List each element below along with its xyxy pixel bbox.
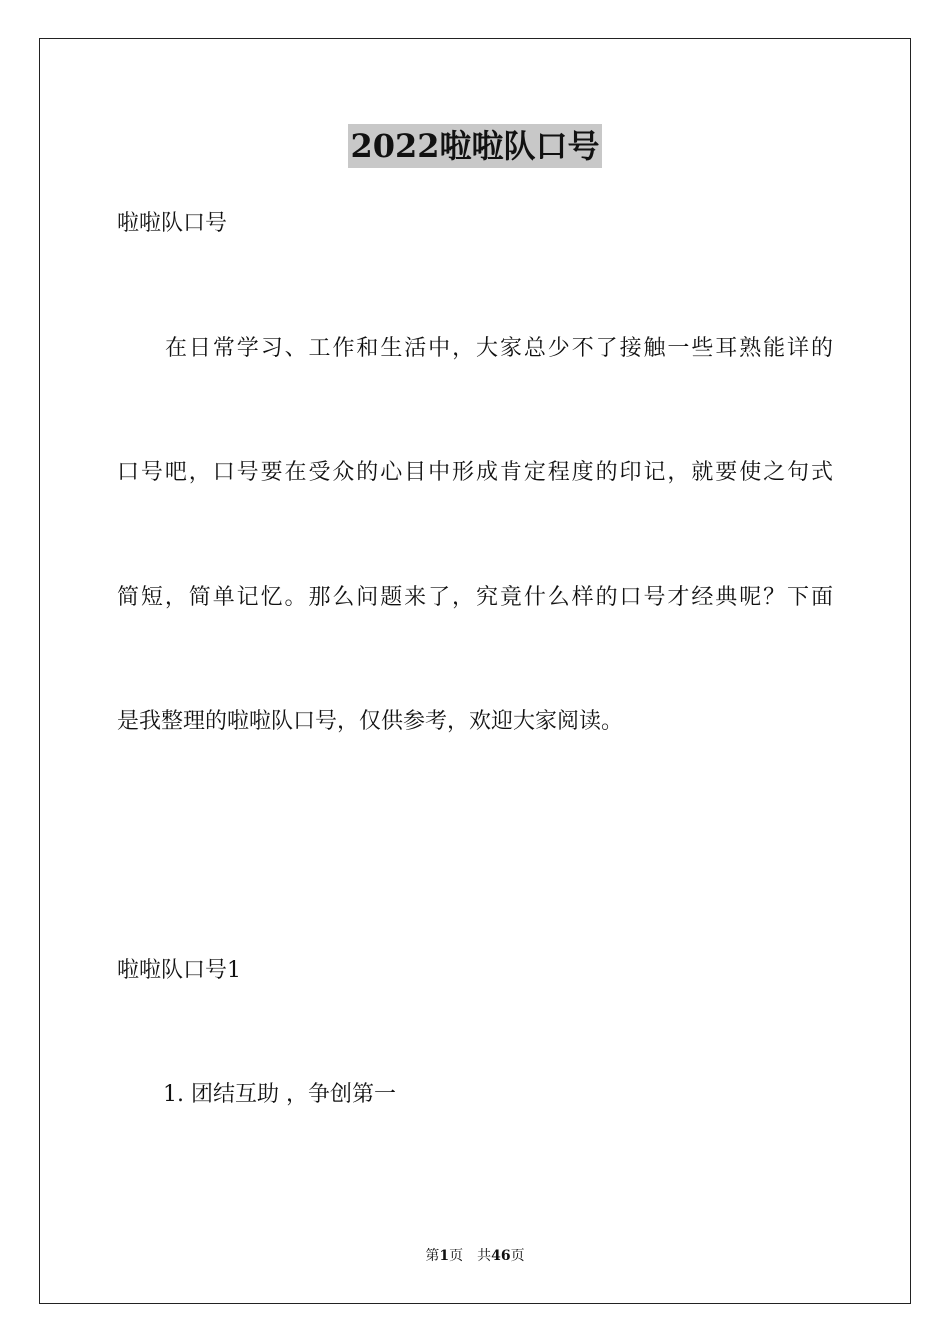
document-title-text: 2022啦啦队口号 [348,124,601,168]
document-title [0,124,950,168]
footer-total-pages: 46 [491,1248,511,1264]
section-heading: 啦啦队口号1 [117,958,241,983]
document-subtitle: 啦啦队口号 [117,211,228,236]
page-footer [0,1246,950,1266]
footer-page-number: 1 [439,1248,450,1264]
intro-line-3: 简短，简单记忆。那么问题来了，究竟什么样的口号才经典呢？下面 [117,585,833,610]
footer-total-prefix: 共 [477,1248,492,1264]
intro-line-1: 在日常学习、工作和生活中，大家总少不了接触一些耳熟能详的 [165,336,833,361]
intro-line-4: 是我整理的啦啦队口号，仅供参考，欢迎大家阅读。 [117,709,624,734]
footer-page-suffix: 页 [449,1248,464,1264]
footer-total-suffix: 页 [510,1248,525,1264]
list-item: 1. 团结互助 ，争创第一 [163,1082,396,1107]
intro-line-2: 口号吧，口号要在受众的心目中形成肯定程度的印记，就要使之句式 [117,460,833,485]
footer-page-prefix: 第 [425,1248,440,1264]
